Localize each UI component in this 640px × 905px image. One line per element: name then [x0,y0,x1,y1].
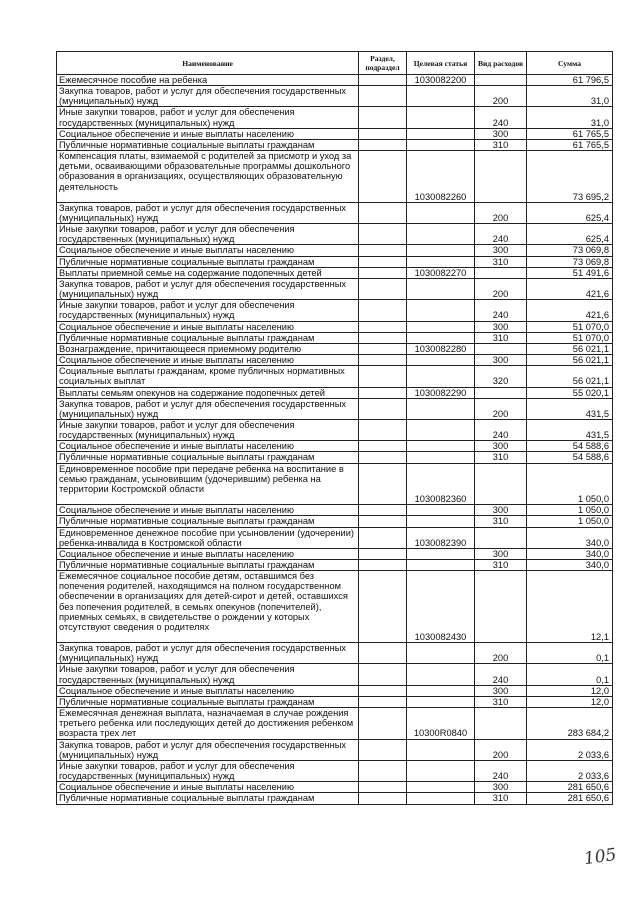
table-row [57,139,613,150]
cell-name: Закупка товаров, работ и услуг для обеспечения государственных (муниципальных) нужд [57,643,359,664]
cell-name: Публичные нормативные социальные выплаты гражданам [57,139,359,150]
cell-vid: 200 [475,202,527,223]
table-row [57,343,613,354]
cell-vid [475,387,527,398]
cell-vid: 300 [475,128,527,139]
cell-sum: 625,4 [527,202,613,223]
cell-target [407,739,475,760]
cell-target: 1030082270 [407,267,475,278]
cell-name: Публичные нормативные социальные выплаты гражданам [57,516,359,527]
cell-sum: 12,1 [527,571,613,643]
cell-target [407,321,475,332]
cell-razdel [359,332,407,343]
cell-name: Социальные выплаты гражданам, кроме публичных нормативных социальных выплат [57,366,359,387]
table-row [57,245,613,256]
cell-razdel [359,463,407,505]
table-row [57,267,613,278]
cell-vid: 200 [475,86,527,107]
cell-vid: 300 [475,245,527,256]
cell-razdel [359,245,407,256]
cell-target: 1030082430 [407,571,475,643]
cell-vid: 300 [475,548,527,559]
cell-razdel [359,75,407,86]
cell-razdel [359,278,407,299]
cell-target [407,782,475,793]
cell-razdel [359,760,407,781]
table-row [57,505,613,516]
budget-table [56,51,613,805]
cell-target [407,139,475,150]
cell-target [407,696,475,707]
cell-razdel [359,107,407,128]
cell-razdel [359,527,407,548]
cell-target [407,202,475,223]
cell-sum: 51 070,0 [527,332,613,343]
cell-vid [475,75,527,86]
table-row [57,128,613,139]
table-row [57,355,613,366]
cell-sum: 2 033,6 [527,760,613,781]
cell-sum: 55 020,1 [527,387,613,398]
cell-vid [475,463,527,505]
cell-razdel [359,571,407,643]
cell-vid: 310 [475,793,527,804]
cell-target: 1030082280 [407,343,475,354]
cell-sum: 61 765,5 [527,128,613,139]
cell-vid: 310 [475,516,527,527]
cell-name: Иные закупки товаров, работ и услуг для обеспечения государственных (муниципальных) нужд [57,107,359,128]
cell-vid: 310 [475,332,527,343]
cell-vid: 310 [475,559,527,570]
cell-razdel [359,793,407,804]
cell-razdel [359,559,407,570]
table-row [57,86,613,107]
cell-razdel [359,128,407,139]
cell-sum: 61 765,5 [527,139,613,150]
cell-vid: 300 [475,685,527,696]
cell-sum: 56 021,1 [527,366,613,387]
table-row [57,559,613,570]
cell-razdel [359,452,407,463]
header-target: Целевая статья [407,52,475,75]
table-row [57,398,613,419]
cell-razdel [359,139,407,150]
cell-target [407,398,475,419]
cell-sum: 51 070,0 [527,321,613,332]
cell-vid [475,343,527,354]
cell-vid: 200 [475,643,527,664]
cell-target: 1030082200 [407,75,475,86]
cell-sum: 73 695,2 [527,151,613,203]
table-row [57,332,613,343]
cell-razdel [359,387,407,398]
cell-target [407,664,475,685]
cell-target: 1030082360 [407,463,475,505]
table-row [57,739,613,760]
cell-sum: 421,6 [527,300,613,321]
cell-razdel [359,516,407,527]
table-row [57,664,613,685]
cell-name: Закупка товаров, работ и услуг для обеспечения государственных (муниципальных) нужд [57,739,359,760]
cell-target [407,559,475,570]
cell-razdel [359,419,407,440]
cell-target [407,516,475,527]
table-row [57,321,613,332]
cell-sum: 421,6 [527,278,613,299]
cell-vid [475,151,527,203]
header-vid: Вид расходов [475,52,527,75]
table-row [57,793,613,804]
cell-vid: 310 [475,256,527,267]
cell-sum: 281 650,6 [527,782,613,793]
cell-name: Выплаты семьям опекунов на содержание подопечных детей [57,387,359,398]
cell-vid: 240 [475,300,527,321]
page-number: 105 [582,844,618,870]
cell-name: Иные закупки товаров, работ и услуг для обеспечения государственных (муниципальных) нужд [57,224,359,245]
cell-sum: 340,0 [527,527,613,548]
cell-sum: 31,0 [527,86,613,107]
cell-vid: 200 [475,739,527,760]
cell-sum: 431,5 [527,419,613,440]
cell-sum: 283 684,2 [527,708,613,739]
cell-sum: 1 050,0 [527,505,613,516]
table-row [57,760,613,781]
cell-vid: 240 [475,224,527,245]
table-row [57,366,613,387]
cell-sum: 431,5 [527,398,613,419]
cell-sum: 54 588,6 [527,452,613,463]
cell-name: Социальное обеспечение и иные выплаты населению [57,782,359,793]
cell-razdel [359,505,407,516]
table-row [57,278,613,299]
cell-vid: 310 [475,696,527,707]
cell-name: Закупка товаров, работ и услуг для обеспечения государственных (муниципальных) нужд [57,398,359,419]
cell-name: Социальное обеспечение и иные выплаты населению [57,548,359,559]
cell-name: Публичные нормативные социальные выплаты гражданам [57,559,359,570]
cell-razdel [359,321,407,332]
cell-target [407,332,475,343]
table-row [57,256,613,267]
cell-sum: 1 050,0 [527,516,613,527]
cell-name: Иные закупки товаров, работ и услуг для обеспечения государственных (муниципальных) нужд [57,760,359,781]
cell-sum: 31,0 [527,107,613,128]
cell-sum: 73 069,8 [527,256,613,267]
cell-vid: 240 [475,760,527,781]
cell-name: Вознаграждение, причитающееся приемному родителю [57,343,359,354]
cell-razdel [359,366,407,387]
cell-target: 10300R0840 [407,708,475,739]
table-row [57,202,613,223]
table-header-row [57,52,613,75]
cell-target [407,505,475,516]
table-row [57,516,613,527]
cell-sum: 625,4 [527,224,613,245]
cell-name: Социальное обеспечение и иные выплаты населению [57,441,359,452]
table-row [57,571,613,643]
table-row [57,387,613,398]
cell-sum: 61 796,5 [527,75,613,86]
header-name: Наименование [57,52,359,75]
cell-name: Закупка товаров, работ и услуг для обеспечения государственных (муниципальных) нужд [57,278,359,299]
cell-razdel [359,355,407,366]
cell-name: Единовременное пособие при передаче ребенка на воспитание в семью гражданам, усыновившим (удочерившим) ребенка на территории Костромской области [57,463,359,505]
cell-name: Ежемесячное социальное пособие детям, оставшимся без попечения родителей, находящимся на полном государственном обеспечении в организациях для детей-сирот и детей, оставшихся без попечения родителей, в семьях опекунов (попечителей), приемных семьях, в свидетельстве о рождении у которых отсутствуют сведения о родителях [57,571,359,643]
cell-target [407,107,475,128]
cell-razdel [359,343,407,354]
cell-name: Иные закупки товаров, работ и услуг для обеспечения государственных (муниципальных) нужд [57,300,359,321]
cell-razdel [359,86,407,107]
cell-name: Социальное обеспечение и иные выплаты населению [57,355,359,366]
cell-sum: 51 491,6 [527,267,613,278]
cell-target [407,278,475,299]
cell-sum: 0,1 [527,664,613,685]
cell-sum: 73 069,8 [527,245,613,256]
table-row [57,696,613,707]
header-sum: Сумма [527,52,613,75]
cell-razdel [359,643,407,664]
cell-razdel [359,398,407,419]
cell-name: Закупка товаров, работ и услуг для обеспечения государственных (муниципальных) нужд [57,86,359,107]
cell-name: Иные закупки товаров, работ и услуг для обеспечения государственных (муниципальных) нужд [57,419,359,440]
cell-vid: 300 [475,782,527,793]
cell-vid: 240 [475,664,527,685]
cell-name: Публичные нормативные социальные выплаты гражданам [57,696,359,707]
cell-target [407,366,475,387]
table-row [57,75,613,86]
table-row [57,224,613,245]
cell-razdel [359,782,407,793]
cell-sum: 340,0 [527,559,613,570]
cell-sum: 56 021,1 [527,343,613,354]
cell-vid [475,571,527,643]
cell-vid: 200 [475,278,527,299]
cell-razdel [359,224,407,245]
cell-name: Ежемесячная денежная выплата, назначаемая в случае рождения третьего ребенка или последующих детей до достижения ребенком возраста трех лет [57,708,359,739]
cell-razdel [359,267,407,278]
cell-target: 1030082390 [407,527,475,548]
cell-sum: 340,0 [527,548,613,559]
cell-target [407,793,475,804]
document-page [56,51,612,805]
cell-vid: 200 [475,398,527,419]
cell-name: Публичные нормативные социальные выплаты гражданам [57,793,359,804]
table-row [57,463,613,505]
cell-target [407,128,475,139]
cell-vid: 300 [475,321,527,332]
cell-razdel [359,664,407,685]
cell-name: Публичные нормативные социальные выплаты гражданам [57,256,359,267]
cell-name: Компенсация платы, взимаемой с родителей за присмотр и уход за детьми, осваивающими образовательные программы дошкольного образования в организациях, осуществляющих образовательную деятельность [57,151,359,203]
cell-name: Ежемесячное пособие на ребенка [57,75,359,86]
cell-name: Социальное обеспечение и иные выплаты населению [57,685,359,696]
table-row [57,685,613,696]
cell-razdel [359,441,407,452]
cell-vid: 240 [475,419,527,440]
cell-name: Единовременное денежное пособие при усыновлении (удочерении) ребенка-инвалида в Костромской области [57,527,359,548]
cell-razdel [359,696,407,707]
cell-target [407,86,475,107]
cell-razdel [359,548,407,559]
cell-vid: 300 [475,355,527,366]
cell-sum: 0,1 [527,643,613,664]
cell-target [407,441,475,452]
cell-razdel [359,739,407,760]
cell-target [407,224,475,245]
cell-target [407,355,475,366]
cell-sum: 2 033,6 [527,739,613,760]
cell-name: Публичные нормативные социальные выплаты гражданам [57,332,359,343]
table-row [57,548,613,559]
cell-name: Социальное обеспечение и иные выплаты населению [57,321,359,332]
cell-sum: 54 588,6 [527,441,613,452]
cell-target [407,419,475,440]
table-row [57,107,613,128]
table-row [57,708,613,739]
cell-sum: 281 650,6 [527,793,613,804]
cell-sum: 1 050,0 [527,463,613,505]
cell-razdel [359,151,407,203]
table-row [57,441,613,452]
cell-vid: 240 [475,107,527,128]
cell-razdel [359,685,407,696]
table-body [57,75,613,805]
cell-vid: 300 [475,441,527,452]
cell-name: Публичные нормативные социальные выплаты гражданам [57,452,359,463]
cell-target [407,245,475,256]
cell-name: Закупка товаров, работ и услуг для обеспечения государственных (муниципальных) нужд [57,202,359,223]
table-row [57,151,613,203]
cell-name: Выплаты приемной семье на содержание подопечных детей [57,267,359,278]
cell-razdel [359,202,407,223]
cell-target [407,685,475,696]
cell-sum: 12,0 [527,685,613,696]
header-razdel: Раздел, подраздел [359,52,407,75]
cell-target [407,300,475,321]
cell-razdel [359,708,407,739]
cell-target: 1030082290 [407,387,475,398]
cell-target [407,643,475,664]
table-row [57,300,613,321]
cell-target [407,256,475,267]
cell-vid [475,527,527,548]
cell-razdel [359,256,407,267]
cell-vid [475,267,527,278]
cell-vid: 300 [475,505,527,516]
cell-razdel [359,300,407,321]
cell-name: Иные закупки товаров, работ и услуг для обеспечения государственных (муниципальных) нужд [57,664,359,685]
cell-name: Социальное обеспечение и иные выплаты населению [57,245,359,256]
cell-vid: 310 [475,452,527,463]
cell-sum: 56 021,1 [527,355,613,366]
cell-name: Социальное обеспечение и иные выплаты населению [57,128,359,139]
cell-vid: 310 [475,139,527,150]
cell-vid [475,708,527,739]
cell-target [407,760,475,781]
cell-vid: 320 [475,366,527,387]
cell-target [407,548,475,559]
cell-name: Социальное обеспечение и иные выплаты населению [57,505,359,516]
table-row [57,782,613,793]
cell-target [407,452,475,463]
table-row [57,419,613,440]
table-row [57,527,613,548]
cell-target: 1030082260 [407,151,475,203]
table-row [57,452,613,463]
cell-sum: 12,0 [527,696,613,707]
table-row [57,643,613,664]
